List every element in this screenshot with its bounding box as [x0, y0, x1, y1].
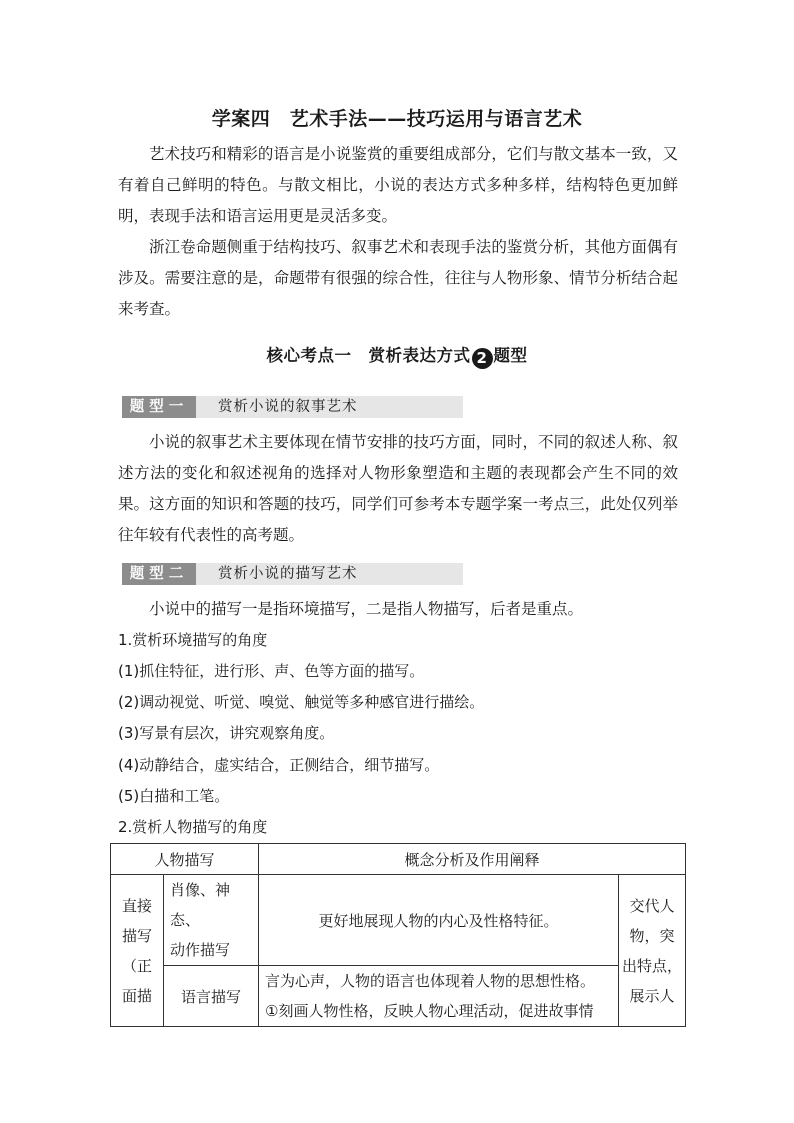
section-title-suffix: 题型: [493, 346, 528, 365]
env-item: (3)写景有层次，讲究观察角度。: [118, 724, 335, 742]
section-title: [0, 342, 794, 369]
intro-paragraph-2: 浙江卷命题侧重于结构技巧、叙事艺术和表现手法的鉴赏分析，其他方面偶有涉及。需要注意的是，命题带有很强的综合性，往往与人物形象、情节分析结合起来考查。: [118, 238, 678, 318]
portrait-action-cell: 肖像、神态、 动作描写: [164, 875, 259, 966]
table-header-left: 人物描写: [111, 844, 259, 875]
question-type-2-banner: [122, 563, 463, 585]
table-header-row: [111, 844, 686, 875]
question-type-2-label: 赏析小说的描写艺术: [218, 566, 358, 582]
question-type-2-tag: 题型二: [122, 563, 196, 585]
table-row: [111, 875, 686, 966]
table-row: [111, 966, 686, 1027]
char-heading: 2.赏析人物描写的角度: [118, 818, 268, 836]
portrait-action-desc: 更好地展现人物的内心及性格特征。: [259, 875, 619, 966]
env-heading: 1.赏析环境描写的角度: [118, 631, 268, 649]
question-type-1-label: 赏析小说的叙事艺术: [218, 399, 358, 415]
circled-number-icon: 2: [472, 348, 493, 369]
intro-paragraph-1: 艺术技巧和精彩的语言是小说鉴赏的重要组成部分，它们与散文基本一致，又有着自己鲜明的特色。与散文相比，小说的表达方式多种多样，结构特色更加鲜明，表现手法和语言运用更是灵活多变。: [118, 145, 678, 225]
function-summary-cell: 交代人 物，突 出特点， 展示人: [619, 875, 686, 1027]
type1-paragraph: 小说的叙事艺术主要体现在情节安排的技巧方面，同时，不同的叙述人称、叙述方法的变化和叙述视角的选择对人物形象塑造和主题的表现都会产生不同的效果。这方面的知识和答题的技巧，同学们可参考本专题学案一考点三，此处仅列举往年较有代表性的高考题。: [118, 433, 678, 544]
env-item: (1)抓住特征，进行形、声、色等方面的描写。: [118, 662, 425, 680]
question-type-1-tag: 题型一: [122, 396, 196, 418]
page-title: 学案四 艺术手法——技巧运用与语言艺术: [211, 108, 583, 130]
env-item: (2)调动视觉、听觉、嗅觉、触觉等多种感官进行描绘。: [118, 693, 485, 711]
type2-paragraph: 小说中的描写一是指环境描写，二是指人物描写，后者是重点。: [149, 600, 584, 618]
env-item: (5)白描和工笔。: [118, 787, 230, 805]
question-type-1-banner: [122, 396, 463, 418]
speech-description-desc: 言为心声，人物的语言也体现着人物的思想性格。 ①刻画人物性格，反映人物心理活动，促进故事情: [259, 966, 619, 1027]
character-description-table: [110, 843, 686, 1027]
table-header-right: 概念分析及作用阐释: [259, 844, 686, 875]
direct-description-cell: 直接 描写 （正 面描: [111, 875, 164, 1027]
speech-description-cell: 语言描写: [164, 966, 259, 1027]
section-title-text: 核心考点一 赏析表达方式: [266, 346, 471, 365]
env-item: (4)动静结合，虚实结合，正侧结合，细节描写。: [118, 756, 440, 774]
